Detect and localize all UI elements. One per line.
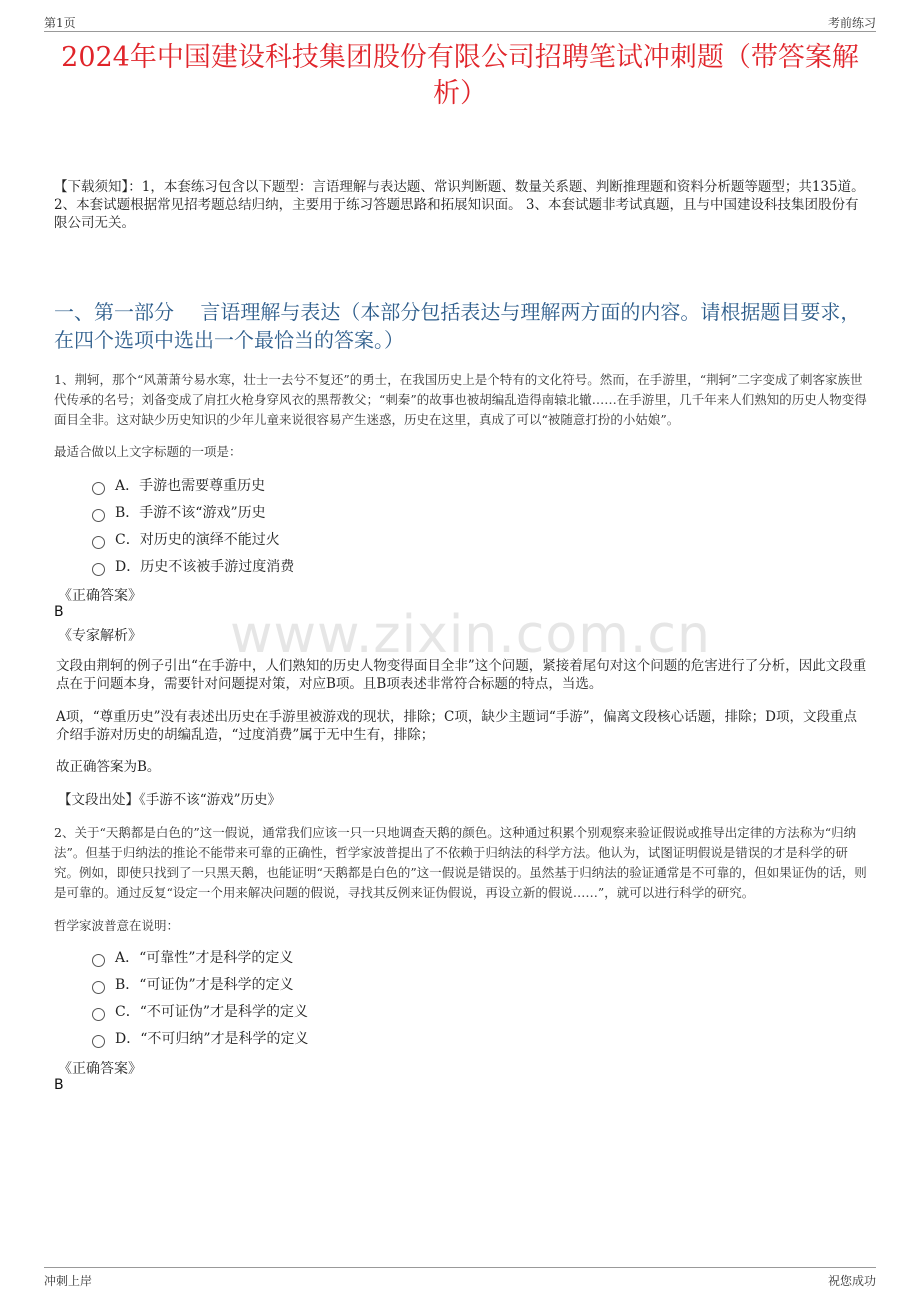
q2-option-a[interactable]: [92, 948, 293, 968]
q1-option-b[interactable]: [92, 503, 266, 523]
q1-source: 【文段出处】《手游不该“游戏”历史》: [58, 792, 282, 808]
download-notice: 【下载须知】：1，本套练习包含以下题型：言语理解与表达题、常识判断题、数量关系题、判断推理题和资料分析题等题型；共135道。 2、本套试题根据常见招考题总结归纳，主要用于练习答题思路和拓展知识面。 3、本套试题非考试真题，且与中国建设科技集团股份有限公司无关。: [54, 179, 865, 231]
q1-answer: B: [54, 604, 64, 620]
footer-right: 祝您成功: [827, 1274, 876, 1288]
header-tag: 考前练习: [827, 16, 876, 30]
option-label: D．历史不该被手游过度消费: [115, 559, 295, 575]
q2-option-c[interactable]: [92, 1002, 308, 1022]
q1-analysis-paragraph: 故正确答案为B。: [56, 759, 161, 775]
question-1-prompt: 最适合做以上文字标题的一项是：: [54, 444, 242, 459]
q1-option-c[interactable]: [92, 530, 280, 550]
radio-icon[interactable]: [92, 509, 105, 522]
option-label: C．对历史的演绎不能过火: [115, 532, 280, 548]
page-number: 第1页: [44, 16, 76, 30]
q1-answer-label: 《正确答案》: [58, 588, 142, 604]
q2-option-b[interactable]: [92, 975, 294, 995]
radio-icon[interactable]: [92, 954, 105, 967]
document-title: 2024年中国建设科技集团股份有限公司招聘笔试冲刺题（带答案解析）: [61, 42, 859, 109]
footer-divider: [44, 1267, 876, 1268]
header-divider: [44, 31, 876, 32]
option-label: C．“不可证伪”才是科学的定义: [115, 1004, 309, 1020]
option-label: A．手游也需要尊重历史: [115, 478, 266, 494]
option-label: A．“可靠性”才是科学的定义: [115, 950, 294, 966]
q1-option-d[interactable]: [92, 557, 294, 577]
radio-icon[interactable]: [92, 1008, 105, 1021]
option-label: B．手游不该“游戏”历史: [115, 505, 266, 521]
q2-option-d[interactable]: [92, 1029, 309, 1049]
question-1-text: 1、荆轲，那个“风萧萧兮易水寒，壮士一去兮不复还”的勇士，在我国历史上是个特有的文化符号。然而，在手游里，“荆轲”二字变成了刺客家族世代传承的名号；刘备变成了肩扛火枪身穿风衣的黑帮教父；“刺秦”的故事也被胡编乱造得南辕北辙……在手游里，几千年来人们熟知的历史人物变得面目全非。这对缺少历史知识的少年儿童来说很容易产生迷惑，历史在这里，真成了可以“被随意打扮的小姑娘”。: [54, 372, 867, 427]
watermark: www.zixin.com.cn: [230, 605, 711, 665]
footer-left: 冲刺上岸: [44, 1274, 93, 1288]
q1-option-a[interactable]: [92, 476, 265, 496]
radio-icon[interactable]: [92, 536, 105, 549]
radio-icon[interactable]: [92, 981, 105, 994]
question-2-prompt: 哲学家波普意在说明：: [54, 918, 180, 933]
section-title: 一、第一部分 言语理解与表达（本部分包括表达与理解两方面的内容。请根据题目要求，在四个选项中选出一个最恰当的答案。）: [54, 300, 861, 352]
question-2-text: 2、关于“天鹅都是白色的”这一假说，通常我们应该一只一只地调查天鹅的颜色。这种通过积累个别观察来验证假说或推导出定律的方法称为“归纳法”。但基于归纳法的推论不能带来可靠的正确性，哲学家波普提出了不依赖于归纳法的科学方法。他认为，试图证明假说是错误的才是科学的研究。例如，即使只找到了一只黑天鹅，也能证明“天鹅都是白色的”这一假说是错误的。虽然基于归纳法的验证通常是不可靠的，但如果证伪的话，则是可靠的。通过反复“设定一个用来解决问题的假说，寻找其反例来证伪假说，再设立新的假说……”，就可以进行科学的研究。: [54, 825, 867, 900]
option-label: D．“不可归纳”才是科学的定义: [115, 1031, 309, 1047]
q1-analysis-paragraph: 文段由荆轲的例子引出“在手游中，人们熟知的历史人物变得面目全非”这个问题，紧接着尾句对这个问题的危害进行了分析，因此文段重点在于问题本身，需要针对问题提对策，对应B项。且B项表述非常符合标题的特点，当选。: [56, 658, 867, 692]
q1-analysis-paragraph: A项，“尊重历史”没有表述出历史在手游里被游戏的现状，排除；C项，缺少主题词“手游”，偏离文段核心话题，排除；D项，文段重点介绍手游对历史的胡编乱造，“过度消费”属于无中生有，排除；: [56, 709, 858, 743]
option-label: B．“可证伪”才是科学的定义: [115, 977, 294, 993]
radio-icon[interactable]: [92, 482, 105, 495]
q1-analysis-label: 《专家解析》: [58, 628, 142, 644]
radio-icon[interactable]: [92, 1035, 105, 1048]
q2-answer: B: [54, 1077, 64, 1093]
radio-icon[interactable]: [92, 563, 105, 576]
q2-answer-label: 《正确答案》: [58, 1061, 142, 1077]
